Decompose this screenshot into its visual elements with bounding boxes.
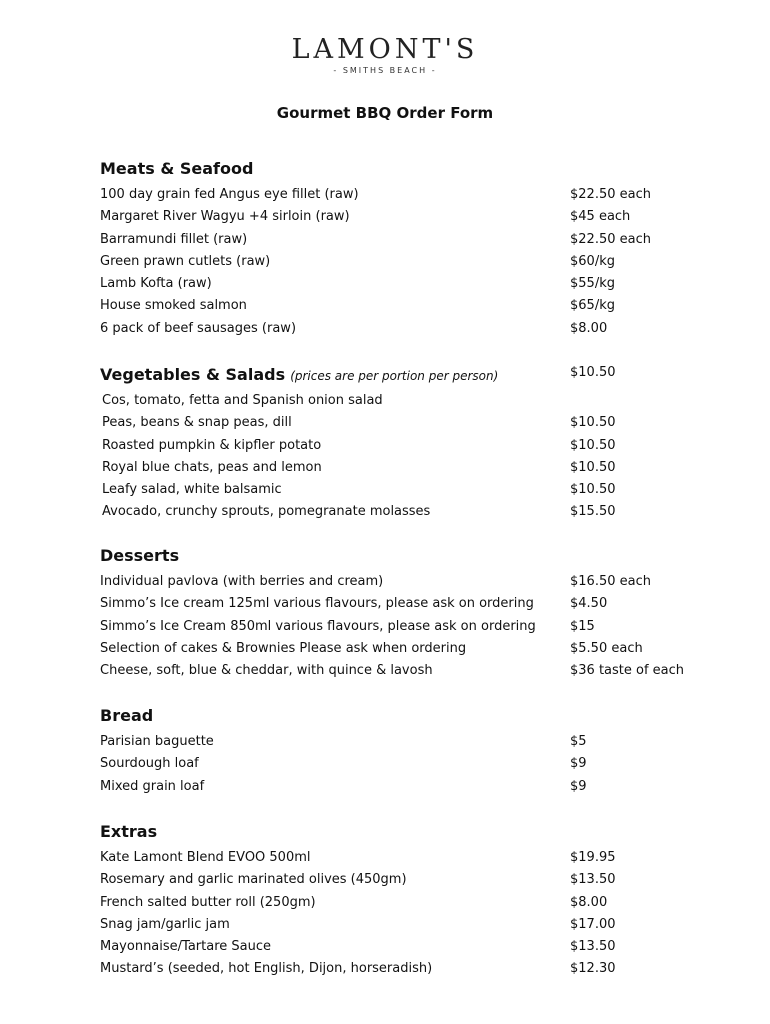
- menu-item-row: [100, 318, 700, 340]
- item-price: $13.50: [570, 872, 616, 888]
- section-head-price: $10.50: [570, 365, 616, 380]
- section-title: Extras: [100, 822, 158, 841]
- item-price: $5.50 each: [570, 640, 643, 656]
- item-price: $12.30: [570, 961, 616, 977]
- item-price: $22.50 each: [570, 187, 651, 202]
- menu-item-row: [100, 753, 700, 775]
- menu-item-row: [100, 457, 700, 479]
- menu-item-row: [100, 616, 700, 638]
- menu-item-row: [100, 229, 700, 251]
- item-name: Individual pavlova (with berries and cream): [100, 574, 384, 589]
- menu-item-row: [100, 479, 700, 501]
- menu-item-row: [100, 936, 700, 958]
- item-list: [100, 184, 700, 340]
- item-name: Green prawn cutlets (raw): [100, 253, 271, 269]
- item-price: $15: [570, 618, 595, 634]
- item-price: $10.50: [570, 437, 616, 453]
- item-name: Snag jam/garlic jam: [100, 916, 230, 932]
- menu-item-row: [100, 638, 700, 660]
- item-price: $55/kg: [570, 276, 615, 292]
- logo-subtitle: - SMITHS BEACH -: [333, 66, 437, 75]
- item-price: $13.50: [570, 939, 616, 955]
- item-price: $15.50: [570, 504, 616, 520]
- section-veg: [100, 364, 700, 524]
- item-price: $8.00: [570, 894, 608, 910]
- section-title: Bread: [100, 706, 154, 725]
- item-name: Selection of cakes & Brownies Please ask when ordering: [100, 640, 467, 656]
- item-name: Simmo’s Ice Cream 850ml various flavours, please ask on ordering: [100, 618, 536, 634]
- section-header: [100, 705, 700, 731]
- item-name: Barramundi fillet (raw): [100, 231, 248, 247]
- menu-item-row: [100, 593, 700, 615]
- item-name: Cheese, soft, blue & cheddar, with quince & lavosh: [100, 663, 433, 679]
- menu-item-row: [100, 571, 700, 593]
- menu-item-row: [100, 869, 700, 891]
- section-title: Vegetables & Salads: [100, 365, 286, 384]
- item-price: $8.00: [570, 320, 608, 336]
- item-price: $19.95: [570, 850, 616, 865]
- item-name: Avocado, crunchy sprouts, pomegranate molasses: [102, 504, 431, 520]
- item-name: Lamb Kofta (raw): [100, 276, 212, 292]
- item-name: Parisian baguette: [100, 734, 214, 749]
- item-price: $9: [570, 756, 587, 772]
- menu-item-row: [100, 273, 700, 295]
- item-price: $22.50 each: [570, 231, 651, 247]
- item-name: Margaret River Wagyu +4 sirloin (raw): [100, 209, 350, 225]
- section-title: Desserts: [100, 546, 180, 565]
- section-bread: [100, 705, 700, 798]
- menu-item-row: [100, 412, 700, 434]
- section-note: (prices are per portion per person): [290, 369, 499, 383]
- item-name: Rosemary and garlic marinated olives (450gm): [100, 872, 407, 888]
- item-name: Sourdough loaf: [100, 756, 199, 772]
- menu-item-row: [100, 731, 700, 753]
- item-list: [100, 571, 700, 682]
- item-price: $65/kg: [570, 298, 615, 314]
- item-name: Mixed grain loaf: [100, 778, 205, 794]
- menu-item-row: [100, 892, 700, 914]
- item-list: [100, 847, 700, 981]
- item-price: $10.50: [570, 415, 616, 431]
- item-price: $36 taste of each: [570, 663, 685, 679]
- logo-name: LAMONT'S: [291, 34, 479, 65]
- item-price: $4.50: [570, 596, 608, 612]
- menu-item-row: [100, 295, 700, 317]
- item-name: 100 day grain fed Angus eye fillet (raw): [100, 187, 359, 202]
- item-list: [100, 731, 700, 798]
- item-price: $16.50 each: [570, 574, 651, 589]
- section-header: [100, 364, 700, 390]
- item-list: [100, 390, 700, 524]
- menu-item-row: [100, 958, 700, 980]
- item-name: Mustard’s (seeded, hot English, Dijon, horseradish): [100, 961, 433, 977]
- section-header: [100, 821, 700, 847]
- item-name: Kate Lamont Blend EVOO 500ml: [100, 850, 311, 865]
- item-price: $17.00: [570, 916, 616, 932]
- item-name: French salted butter roll (250gm): [100, 894, 316, 910]
- menu-item-row: [100, 435, 700, 457]
- menu-item-row: [100, 206, 700, 228]
- item-name: Mayonnaise/Tartare Sauce: [100, 939, 271, 955]
- menu-item-row: [100, 847, 700, 869]
- section-extras: [100, 821, 700, 981]
- item-name: Simmo’s Ice cream 125ml various flavours, please ask on ordering: [100, 596, 534, 612]
- item-name: 6 pack of beef sausages (raw): [100, 320, 297, 336]
- item-name: House smoked salmon: [100, 298, 247, 314]
- item-name: Leafy salad, white balsamic: [102, 482, 282, 498]
- section-header: [100, 545, 700, 571]
- section-desserts: [100, 545, 700, 682]
- menu-item-row: [100, 776, 700, 798]
- item-name: Roasted pumpkin & kipfler potato: [102, 437, 322, 453]
- item-price: $10.50: [570, 482, 616, 498]
- section-header: [100, 158, 700, 184]
- menu-item-row: [100, 184, 700, 206]
- menu-item-row: [100, 390, 700, 412]
- item-price: $60/kg: [570, 253, 615, 269]
- item-price: $5: [570, 734, 587, 749]
- item-name: Cos, tomato, fetta and Spanish onion salad: [102, 393, 383, 408]
- menu-item-row: [100, 660, 700, 682]
- item-price: $45 each: [570, 209, 631, 225]
- item-name: Royal blue chats, peas and lemon: [102, 459, 322, 475]
- logo: [0, 34, 770, 76]
- page-title: Gourmet BBQ Order Form: [276, 104, 494, 122]
- menu-item-row: [100, 914, 700, 936]
- menu-item-row: [100, 251, 700, 273]
- item-price: $10.50: [570, 459, 616, 475]
- section-title: Meats & Seafood: [100, 159, 254, 178]
- item-name: Peas, beans & snap peas, dill: [102, 415, 292, 431]
- item-price: $9: [570, 778, 587, 794]
- section-meats: [100, 158, 700, 340]
- menu-item-row: [100, 501, 700, 523]
